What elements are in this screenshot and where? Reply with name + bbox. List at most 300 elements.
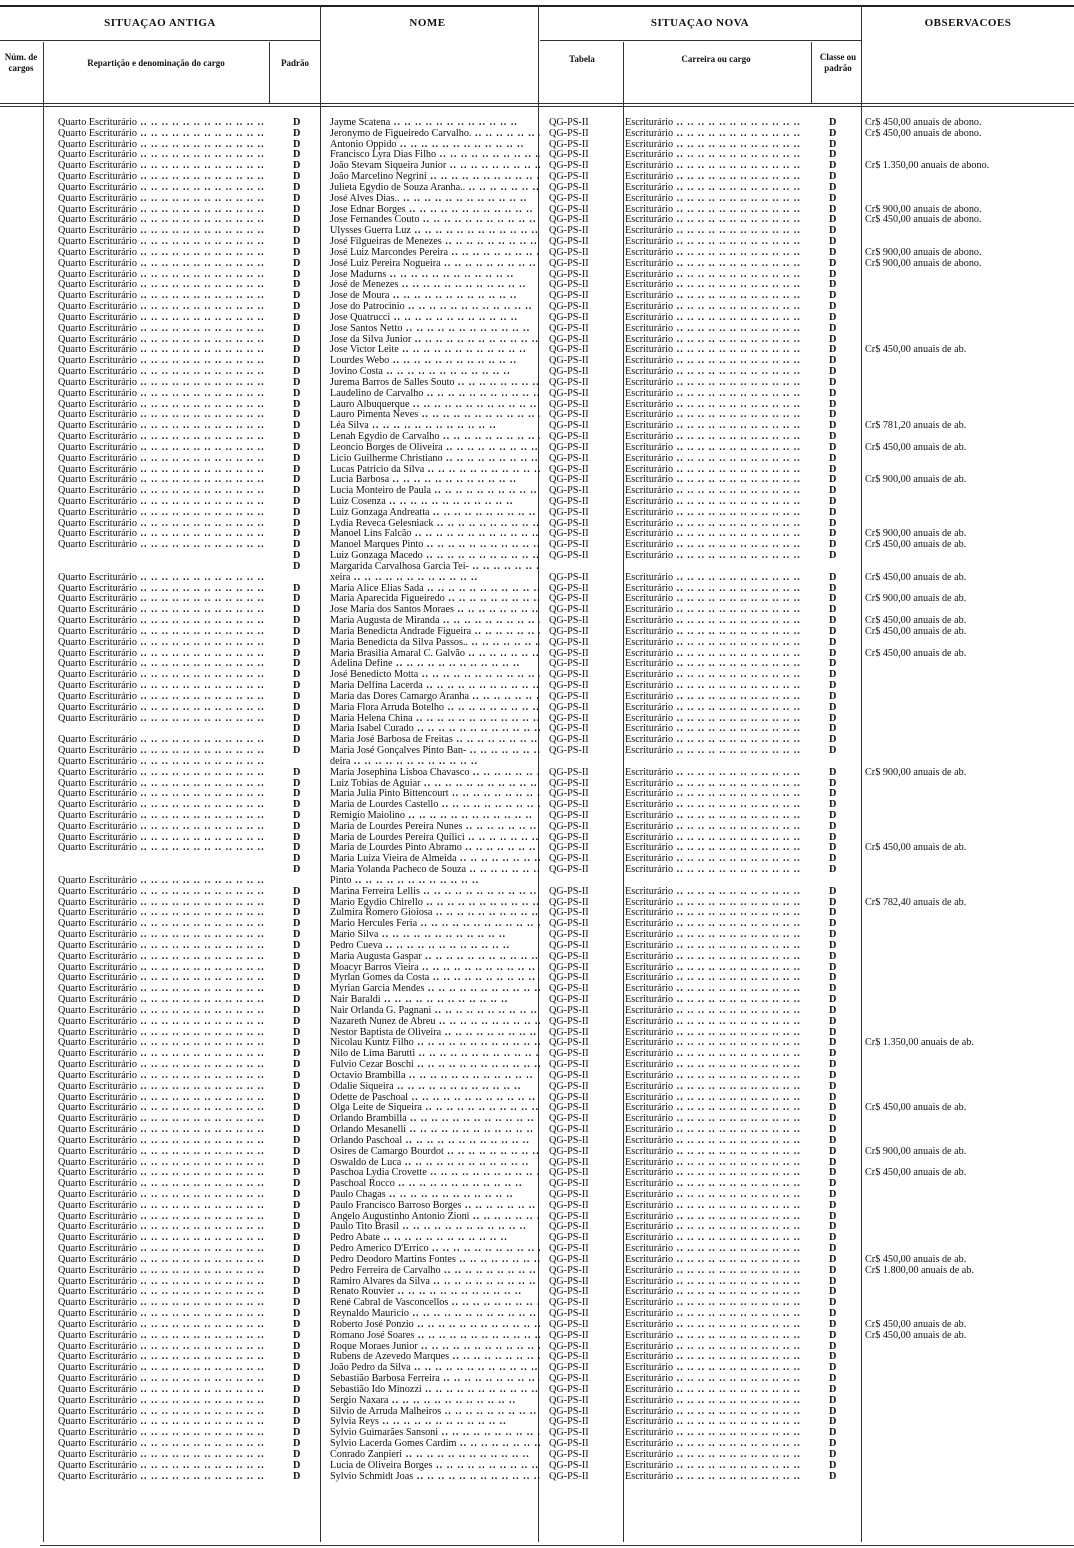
carreira-cell: Escriturário .. .. <box>625 1103 809 1114</box>
tabela-cell: QG-PS-II <box>549 811 589 821</box>
carreira-cell: Escriturário .. .. <box>625 1147 809 1158</box>
nome-cell: José de Menezes .. .. <box>330 280 540 291</box>
carreira-cell: Escriturário .. .. <box>625 1006 809 1017</box>
nome-cell: Maria Aparecida Figueiredo .. .. <box>330 594 540 605</box>
reparticao-cell: Quarto Escriturário .. .. <box>58 519 270 530</box>
table-row <box>0 1028 1074 1039</box>
table-row <box>0 226 1074 237</box>
table-row <box>0 248 1074 259</box>
tabela-cell: QG-PS-II <box>549 367 589 378</box>
padrao-cell: D <box>293 1168 301 1179</box>
nome-cell: Sylvio Schmidt Joas .. .. <box>330 1472 540 1483</box>
carreira-cell: Escriturário .. .. <box>625 692 809 703</box>
nome-cell: Luiz Gonzaga Andreatta .. .. <box>330 508 540 519</box>
nome-cell: Jose Ednar Borges .. .. <box>330 205 540 216</box>
table-row <box>0 443 1074 454</box>
classe-cell: D <box>829 594 837 605</box>
nome-cell: Licio Guilherme Christiano .. .. <box>330 454 540 465</box>
observacao-cell: Cr$ 781,20 anuais de ab. <box>865 421 967 432</box>
table-row <box>0 215 1074 226</box>
reparticao-cell: Quarto Escriturário .. .. <box>58 150 270 161</box>
reparticao-cell: Quarto Escriturário .. .. <box>58 984 270 995</box>
table-row <box>0 345 1074 356</box>
carreira-cell: Escriturário .. .. <box>625 465 809 476</box>
padrao-cell: D <box>293 865 301 876</box>
table-row <box>0 616 1074 627</box>
table-row <box>0 1331 1074 1342</box>
reparticao-cell: Quarto Escriturário .. .. <box>58 302 270 313</box>
table-row <box>0 486 1074 497</box>
header-situacao-nova: SITUAÇAO NOVA <box>650 17 750 29</box>
tabela-cell: QG-PS-II <box>549 551 589 562</box>
padrao-cell: D <box>293 421 301 432</box>
classe-cell: D <box>829 150 837 161</box>
nome-cell: Moacyr Barros Vieira .. .. <box>330 963 540 974</box>
classe-cell: D <box>829 182 837 193</box>
tabela-cell: QG-PS-II <box>549 789 589 800</box>
reparticao-cell: Quarto Escriturário .. .. <box>58 1342 270 1353</box>
reparticao-cell: Quarto Escriturário .. .. <box>58 1396 270 1407</box>
carreira-cell: Escriturário .. .. <box>625 270 809 281</box>
table-row <box>0 1082 1074 1093</box>
reparticao-cell: Quarto Escriturário .. .. <box>58 1125 270 1136</box>
carreira-cell: Escriturário .. .. <box>625 1179 809 1190</box>
nome-cell: Lenah Egydio de Carvalho .. .. <box>330 432 540 443</box>
carreira-cell: Escriturário .. .. <box>625 335 809 346</box>
reparticao-cell: Quarto Escriturário .. .. <box>58 356 270 367</box>
padrao-cell: D <box>293 345 301 356</box>
table-row <box>0 1049 1074 1060</box>
carreira-cell: Escriturário .. .. <box>625 649 809 660</box>
padrao-cell: D <box>293 139 301 150</box>
padrao-cell: D <box>293 453 301 464</box>
tabela-cell: QG-PS-II <box>549 1384 589 1395</box>
table-row <box>0 475 1074 486</box>
padrao-cell: D <box>293 1200 301 1211</box>
reparticao-cell: Quarto Escriturário .. .. <box>58 1114 270 1125</box>
tabela-cell: QG-PS-II <box>549 237 589 248</box>
tabela-cell: QG-PS-II <box>549 334 589 345</box>
padrao-cell: D <box>293 713 301 724</box>
carreira-cell: Escriturário .. .. <box>625 573 809 584</box>
tabela-cell: QG-PS-II <box>549 1103 589 1114</box>
carreira-cell: Escriturário .. .. <box>625 367 809 378</box>
observacao-cell: Cr$ 450,00 anuais de ab. <box>865 1103 967 1114</box>
classe-cell: D <box>829 172 837 183</box>
reparticao-cell: Quarto Escriturário .. .. <box>58 1168 270 1179</box>
nome-cell: Maria Benedicta Andrade Figueira .. .. <box>330 627 540 638</box>
nome-cell: Jose Fernandes Couto .. .. <box>330 215 540 226</box>
classe-cell: D <box>829 1200 837 1211</box>
carreira-cell: Escriturário .. .. <box>625 529 809 540</box>
classe-cell: D <box>829 659 837 670</box>
padrao-cell: D <box>293 161 301 172</box>
carreira-cell: Escriturário .. .. <box>625 1374 809 1385</box>
carreira-cell: Escriturário .. .. <box>625 1385 809 1396</box>
table-row <box>0 1201 1074 1212</box>
padrao-cell: D <box>293 1049 301 1060</box>
classe-cell: D <box>829 1265 837 1276</box>
header-padrao: Padrão <box>281 58 309 68</box>
classe-cell: D <box>829 215 837 226</box>
reparticao-cell: Quarto Escriturário .. .. <box>58 1255 270 1266</box>
table-row <box>0 1006 1074 1017</box>
carreira-cell: Escriturário .. .. <box>625 1168 809 1179</box>
classe-cell: D <box>829 496 837 507</box>
padrao-cell: D <box>293 1146 301 1157</box>
reparticao-cell: Quarto Escriturário .. .. <box>58 1331 270 1342</box>
reparticao-cell: Quarto Escriturário .. .. <box>58 1212 270 1223</box>
table-row <box>0 1472 1074 1483</box>
carreira-cell: Escriturário .. .. <box>625 703 809 714</box>
tabela-cell: QG-PS-II <box>549 312 589 323</box>
carreira-cell: Escriturário .. .. <box>625 389 809 400</box>
padrao-cell: D <box>293 1211 301 1222</box>
reparticao-cell: Quarto Escriturário .. .. <box>58 313 270 324</box>
nome-cell: José Luiz Marcondes Pereira .. .. <box>330 248 540 259</box>
reparticao-cell: Quarto Escriturário .. .. <box>58 995 270 1006</box>
carreira-cell: Escriturário .. .. <box>625 454 809 465</box>
carreira-cell: Escriturário .. .. <box>625 140 809 151</box>
reparticao-cell: Quarto Escriturário .. .. <box>58 833 270 844</box>
observacao-cell: Cr$ 900,00 anuais de ab. <box>865 767 967 778</box>
tabela-cell: QG-PS-II <box>549 1200 589 1211</box>
header-carreira: Carreira ou cargo <box>681 54 751 64</box>
padrao-cell: D <box>293 659 301 670</box>
classe-cell: D <box>829 572 837 583</box>
table-row <box>0 1233 1074 1244</box>
table-row <box>0 497 1074 508</box>
tabela-cell: QG-PS-II <box>549 226 589 237</box>
classe-cell: D <box>829 897 837 908</box>
reparticao-cell: Quarto Escriturário .. .. <box>58 410 270 421</box>
padrao-cell: D <box>293 626 301 637</box>
nome-cell: Odette de Paschoal .. .. <box>330 1093 540 1104</box>
classe-cell: D <box>829 984 837 995</box>
carreira-cell: Escriturário .. .. <box>625 724 809 735</box>
padrao-cell: D <box>293 258 301 269</box>
carreira-cell: Escriturário .. .. <box>625 248 809 259</box>
classe-cell: D <box>829 486 837 497</box>
table-row <box>0 259 1074 270</box>
tabela-cell: QG-PS-II <box>549 1049 589 1060</box>
table-row <box>0 172 1074 183</box>
padrao-cell: D <box>293 1460 301 1471</box>
tabela-cell: QG-PS-II <box>549 1352 589 1363</box>
carreira-cell: Escriturário .. .. <box>625 1222 809 1233</box>
classe-cell: D <box>829 377 837 388</box>
reparticao-cell: Quarto Escriturário .. .. <box>58 627 270 638</box>
reparticao-cell: Quarto Escriturário .. .. <box>58 919 270 930</box>
carreira-cell: Escriturário .. .. <box>625 1407 809 1418</box>
padrao-cell: D <box>293 767 301 778</box>
tabela-cell: QG-PS-II <box>549 865 589 876</box>
table-row <box>0 1439 1074 1450</box>
carreira-cell: Escriturário .. .. <box>625 1461 809 1472</box>
padrao-cell: D <box>293 1363 301 1374</box>
classe-cell: D <box>829 1254 837 1265</box>
nome-cell: Mario Silva .. .. <box>330 930 540 941</box>
reparticao-cell: Quarto Escriturário .. .. <box>58 594 270 605</box>
tabela-cell: QG-PS-II <box>549 247 589 258</box>
padrao-cell: D <box>293 551 301 562</box>
tabela-cell: QG-PS-II <box>549 886 589 897</box>
carreira-cell: Escriturário .. .. <box>625 1255 809 1266</box>
tabela-cell: QG-PS-II <box>549 193 589 204</box>
tabela-cell: QG-PS-II <box>549 540 589 551</box>
padrao-cell: D <box>293 1038 301 1049</box>
table-row <box>0 1461 1074 1472</box>
table-row <box>0 529 1074 540</box>
reparticao-cell: Quarto Escriturário .. .. <box>58 1093 270 1104</box>
table-row <box>0 768 1074 779</box>
carreira-cell: Escriturário .. .. <box>625 1060 809 1071</box>
table-row <box>0 1287 1074 1298</box>
carreira-cell: Escriturário .. .. <box>625 681 809 692</box>
reparticao-cell: Quarto Escriturário .. .. <box>58 692 270 703</box>
nome-cell: Romano José Soares .. .. <box>330 1331 540 1342</box>
nome-cell: Lourdes Webo .. .. <box>330 356 540 367</box>
table-row <box>0 692 1074 703</box>
tabela-cell: QG-PS-II <box>549 681 589 692</box>
carreira-cell: Escriturário .. .. <box>625 800 809 811</box>
tabela-cell: QG-PS-II <box>549 507 589 518</box>
table-row <box>0 627 1074 638</box>
padrao-cell: D <box>293 1352 301 1363</box>
classe-cell: D <box>829 1135 837 1146</box>
nome-cell: Paschoa Lydia Crovette .. .. <box>330 1168 540 1179</box>
padrao-cell: D <box>293 854 301 865</box>
reparticao-cell: Quarto Escriturário .. .. <box>58 1320 270 1331</box>
observacao-cell: Cr$ 450,00 anuais de ab. <box>865 843 967 854</box>
nome-cell: Maria Josephina Lisboa Chavasco .. .. <box>330 768 540 779</box>
nome-cell: Sergio Naxara .. .. <box>330 1396 540 1407</box>
padrao-cell: D <box>293 811 301 821</box>
nome-cell: Pedro Americo D'Errico .. .. <box>330 1244 540 1255</box>
tabela-cell: QG-PS-II <box>549 323 589 334</box>
classe-cell: D <box>829 746 837 757</box>
padrao-cell: D <box>293 237 301 248</box>
tabela-cell: QG-PS-II <box>549 204 589 215</box>
nome-cell: Paschoal Rocco .. .. <box>330 1179 540 1190</box>
carreira-cell: Escriturário .. .. <box>625 1071 809 1082</box>
padrao-cell: D <box>293 1016 301 1027</box>
classe-cell: D <box>829 605 837 616</box>
table-row <box>0 1114 1074 1125</box>
padrao-cell: D <box>293 1244 301 1255</box>
tabela-cell: QG-PS-II <box>549 442 589 453</box>
tabela-cell: QG-PS-II <box>549 984 589 995</box>
tabela-cell: QG-PS-II <box>549 1081 589 1092</box>
carreira-cell: Escriturário .. .. <box>625 995 809 1006</box>
observacao-cell: Cr$ 1.350,00 anuais de abono. <box>865 161 990 172</box>
table-row <box>0 1255 1074 1266</box>
table-row <box>0 703 1074 714</box>
classe-cell: D <box>829 1384 837 1395</box>
reparticao-cell: Quarto Escriturário .. .. <box>58 454 270 465</box>
padrao-cell: D <box>293 150 301 161</box>
classe-cell: D <box>829 778 837 789</box>
reparticao-cell: Quarto Escriturário .. .. <box>58 1017 270 1028</box>
table-row <box>0 1038 1074 1049</box>
classe-cell: D <box>829 540 837 551</box>
classe-cell: D <box>829 886 837 897</box>
reparticao-cell: Quarto Escriturário .. .. <box>58 529 270 540</box>
padrao-cell: D <box>293 118 301 128</box>
table-row <box>0 421 1074 432</box>
classe-cell: D <box>829 529 837 540</box>
nome-cell: Sylvio Lacerda Gomes Cardim .. .. <box>330 1439 540 1450</box>
tabela-cell: QG-PS-II <box>549 486 589 497</box>
tabela-cell: QG-PS-II <box>549 1439 589 1450</box>
nome-cell: Pedro Ferreira de Carvalho .. .. <box>330 1266 540 1277</box>
reparticao-cell: Quarto Escriturário .. .. <box>58 486 270 497</box>
padrao-cell: D <box>293 1092 301 1103</box>
tabela-cell: QG-PS-II <box>549 1244 589 1255</box>
classe-cell: D <box>829 1038 837 1049</box>
classe-cell: D <box>829 854 837 865</box>
carreira-cell: Escriturário .. .. <box>625 1352 809 1363</box>
header-num-cargos: Núm. de cargos <box>4 52 38 73</box>
carreira-cell: Escriturário .. .. <box>625 291 809 302</box>
padrao-cell: D <box>293 1233 301 1244</box>
table-row <box>0 638 1074 649</box>
nome-cell: Jovino Costa .. .. <box>330 367 540 378</box>
carreira-cell: Escriturário .. .. <box>625 1136 809 1147</box>
carreira-cell: Escriturário .. .. <box>625 1277 809 1288</box>
reparticao-cell: Quarto Escriturário .. .. <box>58 465 270 476</box>
table-row <box>0 1179 1074 1190</box>
table-row <box>0 335 1074 346</box>
table-row <box>0 519 1074 530</box>
classe-cell: D <box>829 1330 837 1341</box>
tabela-cell: QG-PS-II <box>549 1417 589 1428</box>
padrao-cell: D <box>293 1276 301 1287</box>
padrao-cell: D <box>293 507 301 518</box>
reparticao-cell: Quarto Escriturário .. .. <box>58 248 270 259</box>
tabela-cell: QG-PS-II <box>549 1070 589 1081</box>
carreira-cell: Escriturário .. .. <box>625 594 809 605</box>
tabela-cell: QG-PS-II <box>549 215 589 226</box>
nome-cell: Ulysses Guerra Luz .. .. <box>330 226 540 237</box>
tabela-cell: QG-PS-II <box>549 1406 589 1417</box>
classe-cell: D <box>829 1406 837 1417</box>
classe-cell: D <box>829 626 837 637</box>
carreira-cell: Escriturário .. .. <box>625 1298 809 1309</box>
classe-cell: D <box>829 1244 837 1255</box>
nome-cell: Jose Santos Netto .. .. <box>330 324 540 335</box>
table-row <box>0 876 1074 887</box>
observacao-cell: Cr$ 450,00 anuais de ab. <box>865 626 967 637</box>
carreira-cell: Escriturário .. .. <box>625 129 809 140</box>
carreira-cell: Escriturário .. .. <box>625 432 809 443</box>
nome-cell: Manoel Lins Falcão .. .. <box>330 529 540 540</box>
table-row <box>0 1266 1074 1277</box>
carreira-cell: Escriturário .. .. <box>625 1038 809 1049</box>
classe-cell: D <box>829 919 837 930</box>
table-row <box>0 389 1074 400</box>
padrao-cell: D <box>293 1384 301 1395</box>
table-row <box>0 800 1074 811</box>
carreira-cell: Escriturário .. .. <box>625 1082 809 1093</box>
tabela-cell: QG-PS-II <box>549 1395 589 1406</box>
reparticao-cell: Quarto Escriturário .. .. <box>58 432 270 443</box>
tabela-cell: QG-PS-II <box>549 1114 589 1125</box>
table-row <box>0 302 1074 313</box>
padrao-cell: D <box>293 886 301 897</box>
padrao-cell: D <box>293 821 301 832</box>
padrao-cell: D <box>293 1449 301 1460</box>
table-row <box>0 400 1074 411</box>
classe-cell: D <box>829 908 837 919</box>
carreira-cell: Escriturário .. .. <box>625 638 809 649</box>
padrao-cell: D <box>293 746 301 757</box>
reparticao-cell: Quarto Escriturário .. .. <box>58 735 270 746</box>
tabela-cell: QG-PS-II <box>549 421 589 432</box>
tabela-cell: QG-PS-II <box>549 832 589 843</box>
padrao-cell: D <box>293 951 301 962</box>
padrao-cell: D <box>293 1428 301 1439</box>
classe-cell: D <box>829 161 837 172</box>
classe-cell: D <box>829 821 837 832</box>
reparticao-cell: Quarto Escriturário .. .. <box>58 703 270 714</box>
header-reparticao: Repartição e denominação do cargo <box>87 58 225 68</box>
table-row <box>0 237 1074 248</box>
classe-cell: D <box>829 453 837 464</box>
tabela-cell: QG-PS-II <box>549 746 589 757</box>
carreira-cell: Escriturário .. .. <box>625 627 809 638</box>
carreira-cell: Escriturário .. .. <box>625 410 809 421</box>
reparticao-cell: Quarto Escriturário .. .. <box>58 1298 270 1309</box>
padrao-cell: D <box>293 1341 301 1352</box>
table-row <box>0 280 1074 291</box>
tabela-cell: QG-PS-II <box>549 843 589 854</box>
reparticao-cell: Quarto Escriturário .. .. <box>58 421 270 432</box>
reparticao-cell: Quarto Escriturário .. .. <box>58 757 270 768</box>
header-observacoes: OBSERVACOES <box>924 17 1012 29</box>
table-row <box>0 854 1074 865</box>
classe-cell: D <box>829 388 837 399</box>
classe-cell: D <box>829 1352 837 1363</box>
reparticao-cell: Quarto Escriturário .. .. <box>58 1038 270 1049</box>
header-bottom-rule <box>0 103 1074 104</box>
bottom-rule <box>40 1545 1074 1546</box>
tabela-cell: QG-PS-II <box>549 1222 589 1233</box>
classe-cell: D <box>829 356 837 367</box>
table-row <box>0 963 1074 974</box>
carreira-cell: Escriturário .. .. <box>625 865 809 876</box>
tabela-cell: QG-PS-II <box>549 345 589 356</box>
tabela-cell: QG-PS-II <box>549 1471 589 1482</box>
classe-cell: D <box>829 1157 837 1168</box>
padrao-cell: D <box>293 832 301 843</box>
observacao-cell: Cr$ 450,00 anuais de ab. <box>865 1254 967 1265</box>
observacao-cell: Cr$ 900,00 anuais de ab. <box>865 529 967 540</box>
classe-cell: D <box>829 1276 837 1287</box>
classe-cell: D <box>829 1417 837 1428</box>
classe-cell: D <box>829 1319 837 1330</box>
reparticao-cell: Quarto Escriturário .. .. <box>58 616 270 627</box>
reparticao-cell: Quarto Escriturário .. .. <box>58 1244 270 1255</box>
padrao-cell: D <box>293 778 301 789</box>
classe-cell: D <box>829 302 837 313</box>
reparticao-cell: Quarto Escriturário .. .. <box>58 1233 270 1244</box>
reparticao-cell: Quarto Escriturário .. .. <box>58 259 270 270</box>
tabela-cell: QG-PS-II <box>549 1233 589 1244</box>
nome-cell: xeira .. .. <box>330 573 540 584</box>
padrao-cell: D <box>293 1265 301 1276</box>
reparticao-cell: Quarto Escriturário .. .. <box>58 129 270 140</box>
